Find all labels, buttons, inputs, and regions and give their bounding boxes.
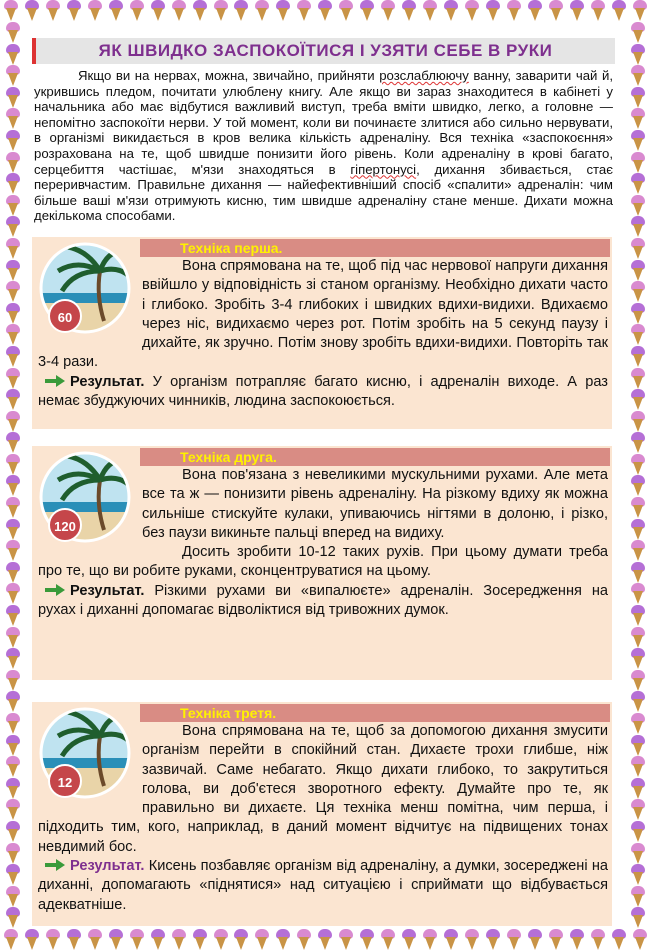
badge-number: 60 [48, 299, 82, 333]
ice-cream-cone-icon [484, 929, 502, 951]
ice-cream-cone-icon [629, 605, 647, 627]
ice-cream-cone-icon [610, 929, 628, 951]
ice-cream-cone-icon [2, 929, 20, 951]
technique-text [38, 257, 608, 411]
ice-cream-cone-icon [629, 540, 647, 562]
ice-cream-cone-icon [86, 929, 104, 951]
ice-cream-cone-icon [44, 929, 62, 951]
ice-cream-cone-icon [4, 87, 22, 109]
ice-cream-cone-icon [629, 562, 647, 584]
technique-paragraph: Вона спрямована на те, щоб за допомогою дихання змусити організм перейти в спокійний стан. Дихаєте трохи глибше, ніж зазвичай. Саме небагато. Якщо дихати глибоко, то закрутиться голова, ви доб'єтеся зворотного ефекту. Думайте про те, як правильно ви дихаєте. Ця техніка менш помітна, чим перша, і підходить тим, кого, наприклад, в даний момент відчитує на підвищених тонах невдимий бос. [38, 723, 608, 855]
ice-cream-cone-icon [442, 0, 460, 22]
ice-cream-cone-icon [400, 929, 418, 951]
technique-text [38, 722, 608, 915]
ice-cream-border-bottom [0, 929, 651, 951]
ice-cream-cone-icon [629, 713, 647, 735]
ice-cream-cone-icon [629, 843, 647, 865]
badge-number: 120 [48, 508, 82, 542]
ice-cream-cone-icon [547, 929, 565, 951]
ice-cream-cone-icon [4, 216, 22, 238]
technique-result: Результат. Кисень позбавляє організм від адреналіну, а думки, зосереджені на диханні, допомагають «піднятися» над ситуацією і сприймати що відбувається адекватніше. [38, 858, 608, 913]
ice-cream-cone-icon [4, 843, 22, 865]
ice-cream-cone-icon [629, 411, 647, 433]
ice-cream-cone-icon [463, 0, 481, 22]
ice-cream-cone-icon [4, 195, 22, 217]
ice-cream-cone-icon [568, 0, 586, 22]
ice-cream-cone-icon [400, 0, 418, 22]
ice-cream-cone-icon [4, 670, 22, 692]
ice-cream-cone-icon [4, 346, 22, 368]
ice-cream-cone-icon [4, 778, 22, 800]
ice-cream-cone-icon [629, 130, 647, 152]
ice-cream-cone-icon [191, 929, 209, 951]
ice-cream-cone-icon [421, 929, 439, 951]
ice-cream-cone-icon [629, 648, 647, 670]
ice-cream-cone-icon [629, 627, 647, 649]
page-title: ЯК ШВИДКО ЗАСПОКОЇТИСЯ І УЗЯТИ СЕБЕ В РУКИ [32, 38, 615, 64]
ice-cream-cone-icon [629, 324, 647, 346]
ice-cream-cone-icon [505, 929, 523, 951]
technique-header: Техніка друга. [140, 448, 610, 466]
ice-cream-cone-icon [629, 821, 647, 843]
ice-cream-cone-icon [463, 929, 481, 951]
ice-cream-cone-icon [4, 324, 22, 346]
ice-cream-cone-icon [212, 0, 230, 22]
arrow-right-icon [44, 375, 66, 387]
ice-cream-cone-icon [337, 0, 355, 22]
ice-cream-cone-icon [629, 195, 647, 217]
ice-cream-cone-icon [274, 929, 292, 951]
ice-cream-cone-icon [629, 799, 647, 821]
ice-cream-cone-icon [358, 0, 376, 22]
ice-cream-cone-icon [4, 65, 22, 87]
article [32, 38, 615, 224]
ice-cream-cone-icon [629, 44, 647, 66]
ice-cream-cone-icon [629, 260, 647, 282]
ice-cream-cone-icon [2, 0, 20, 22]
ice-cream-cone-icon [170, 0, 188, 22]
ice-cream-cone-icon [629, 303, 647, 325]
ice-cream-cone-icon [629, 346, 647, 368]
ice-cream-cone-icon [629, 907, 647, 929]
arrow-right-icon [44, 859, 66, 871]
ice-cream-cone-icon [4, 303, 22, 325]
ice-cream-cone-icon [4, 864, 22, 886]
ice-cream-cone-icon [629, 497, 647, 519]
ice-cream-cone-icon [629, 778, 647, 800]
ice-cream-cone-icon [4, 799, 22, 821]
ice-cream-cone-icon [337, 929, 355, 951]
ice-cream-cone-icon [629, 432, 647, 454]
ice-cream-border-right [627, 22, 649, 929]
ice-cream-cone-icon [629, 583, 647, 605]
ice-cream-cone-icon [629, 152, 647, 174]
ice-cream-cone-icon [86, 0, 104, 22]
ice-cream-cone-icon [629, 65, 647, 87]
technique-header: Техніка третя. [140, 704, 610, 722]
ice-cream-cone-icon [547, 0, 565, 22]
ice-cream-cone-icon [589, 0, 607, 22]
ice-cream-cone-icon [629, 238, 647, 260]
technique-result: Результат. У організм потрапляє багато кисню, і адреналін виходе. А раз немає збуджуючих чинників, людина заспокоюється. [38, 373, 608, 410]
ice-cream-cone-icon [4, 152, 22, 174]
ice-cream-cone-icon [629, 281, 647, 303]
technique-result: Результат. Різкими рухами ви «випалюєте» адреналін. Зосередження на рухах і диханні допомагає відволіктися від тривожних думок. [38, 582, 608, 619]
ice-cream-cone-icon [379, 0, 397, 22]
ice-cream-cone-icon [149, 0, 167, 22]
intro-paragraph: Якщо ви на нервах, можна, звичайно, прийняти розслаблюючу ванну, заварити чай й, укрившись пледом, почитати улюблену книгу. Але якщо ви зараз знаходитеся в кабінеті у начальника або має відбутися важливий виступ, треба вміти швидко, легко, а головне — непомітно заспокоїти нерви. У той момент, коли ви починаєте злитися або сильно нервувати, в організмі викидається в кров велика кількість адреналіну. Вся техніка «заспокоєння» розрахована на те, щоб швидше понизити його рівень. Коли адреналіну в крові багато, серцебиття частішає, м'язи знаходяться в гіпертонусі, дихання збивається, стає переривчастим. Правильне дихання — найефективніший спосіб «спалити» адреналін: чим більше ваші м'язи отримують кисню, тим швидше адреналіну стане менше. Дихати можна декількома способами. [34, 68, 613, 224]
technique-header: Техніка перша. [140, 239, 610, 257]
ice-cream-cone-icon [4, 238, 22, 260]
ice-cream-cone-icon [589, 929, 607, 951]
ice-cream-cone-icon [149, 929, 167, 951]
ice-cream-cone-icon [629, 108, 647, 130]
ice-cream-cone-icon [4, 108, 22, 130]
ice-cream-cone-icon [4, 605, 22, 627]
ice-cream-cone-icon [4, 411, 22, 433]
ice-cream-cone-icon [4, 735, 22, 757]
ice-cream-cone-icon [4, 130, 22, 152]
ice-cream-border-top [0, 0, 651, 22]
ice-cream-cone-icon [4, 540, 22, 562]
ice-cream-cone-icon [4, 627, 22, 649]
technique-panel-2 [32, 446, 612, 680]
technique-panel-1 [32, 237, 612, 429]
ice-cream-cone-icon [629, 173, 647, 195]
technique-paragraph: Вона спрямована на те, щоб під час нервової напруги дихання ввійшло у відповідність зі станом організму. Необхідно дихати часто і глибоко. Зробіть 3-4 глибоких і швидких вдихи-видихи. Вдихаємо через ніс, видихаємо через рот. Потім зробіть на 5 секунд паузу і дихайте, як зручно. Потім знову зробіть вдихи-видихи. Повторіть так 3-4 рази. [38, 258, 608, 371]
ice-cream-cone-icon [629, 454, 647, 476]
ice-cream-cone-icon [316, 0, 334, 22]
ice-cream-cone-icon [4, 691, 22, 713]
ice-cream-cone-icon [631, 929, 649, 951]
ice-cream-cone-icon [358, 929, 376, 951]
ice-cream-cone-icon [4, 648, 22, 670]
ice-cream-cone-icon [65, 0, 83, 22]
ice-cream-cone-icon [4, 389, 22, 411]
ice-cream-cone-icon [295, 929, 313, 951]
ice-cream-cone-icon [526, 929, 544, 951]
ice-cream-cone-icon [4, 519, 22, 541]
ice-cream-cone-icon [629, 756, 647, 778]
arrow-right-icon [44, 584, 66, 596]
ice-cream-cone-icon [44, 0, 62, 22]
ice-cream-cone-icon [629, 735, 647, 757]
ice-cream-cone-icon [629, 87, 647, 109]
ice-cream-cone-icon [629, 22, 647, 44]
ice-cream-cone-icon [568, 929, 586, 951]
ice-cream-cone-icon [107, 929, 125, 951]
ice-cream-cone-icon [629, 389, 647, 411]
ice-cream-cone-icon [629, 691, 647, 713]
ice-cream-cone-icon [4, 562, 22, 584]
ice-cream-cone-icon [170, 929, 188, 951]
ice-cream-cone-icon [631, 0, 649, 22]
ice-cream-cone-icon [421, 0, 439, 22]
technique-text [38, 466, 608, 620]
ice-cream-cone-icon [4, 454, 22, 476]
ice-cream-cone-icon [4, 497, 22, 519]
ice-cream-cone-icon [23, 0, 41, 22]
ice-cream-cone-icon [4, 432, 22, 454]
technique-panel-3 [32, 702, 612, 926]
technique-paragraph: Вона пов'язана з невеликими мускульними рухами. Але мета все та ж — понизити рівень адреналіну. На різкому вдиху як можна сильніше стискуйте кулаки, упиваючись нігтями в долоню, і різко, без паузи викиньте пальці вперед на видиху. [142, 467, 608, 541]
ice-cream-cone-icon [253, 0, 271, 22]
ice-cream-cone-icon [4, 260, 22, 282]
ice-cream-cone-icon [4, 583, 22, 605]
ice-cream-cone-icon [232, 929, 250, 951]
ice-cream-cone-icon [4, 44, 22, 66]
ice-cream-cone-icon [442, 929, 460, 951]
ice-cream-cone-icon [4, 281, 22, 303]
ice-cream-cone-icon [4, 475, 22, 497]
badge-number: 12 [48, 764, 82, 798]
ice-cream-cone-icon [484, 0, 502, 22]
ice-cream-cone-icon [629, 864, 647, 886]
technique-paragraph: Досить зробити 10-12 таких рухів. При цьому думати треба про те, що ви робите руками, сконцентруватися на цьому. [38, 544, 608, 580]
ice-cream-cone-icon [128, 929, 146, 951]
ice-cream-cone-icon [4, 907, 22, 929]
ice-cream-cone-icon [128, 0, 146, 22]
ice-cream-cone-icon [23, 929, 41, 951]
ice-cream-cone-icon [4, 756, 22, 778]
ice-cream-cone-icon [629, 368, 647, 390]
ice-cream-cone-icon [629, 886, 647, 908]
ice-cream-cone-icon [4, 173, 22, 195]
ice-cream-cone-icon [505, 0, 523, 22]
ice-cream-cone-icon [232, 0, 250, 22]
ice-cream-cone-icon [629, 216, 647, 238]
ice-cream-cone-icon [253, 929, 271, 951]
ice-cream-cone-icon [4, 886, 22, 908]
ice-cream-cone-icon [379, 929, 397, 951]
ice-cream-cone-icon [191, 0, 209, 22]
ice-cream-cone-icon [629, 519, 647, 541]
ice-cream-cone-icon [107, 0, 125, 22]
ice-cream-cone-icon [4, 22, 22, 44]
ice-cream-cone-icon [4, 368, 22, 390]
ice-cream-cone-icon [526, 0, 544, 22]
ice-cream-cone-icon [610, 0, 628, 22]
ice-cream-cone-icon [4, 713, 22, 735]
ice-cream-cone-icon [274, 0, 292, 22]
ice-cream-cone-icon [316, 929, 334, 951]
ice-cream-cone-icon [629, 670, 647, 692]
ice-cream-cone-icon [295, 0, 313, 22]
ice-cream-cone-icon [4, 821, 22, 843]
ice-cream-border-left [2, 22, 24, 929]
ice-cream-cone-icon [65, 929, 83, 951]
ice-cream-cone-icon [629, 475, 647, 497]
ice-cream-cone-icon [212, 929, 230, 951]
